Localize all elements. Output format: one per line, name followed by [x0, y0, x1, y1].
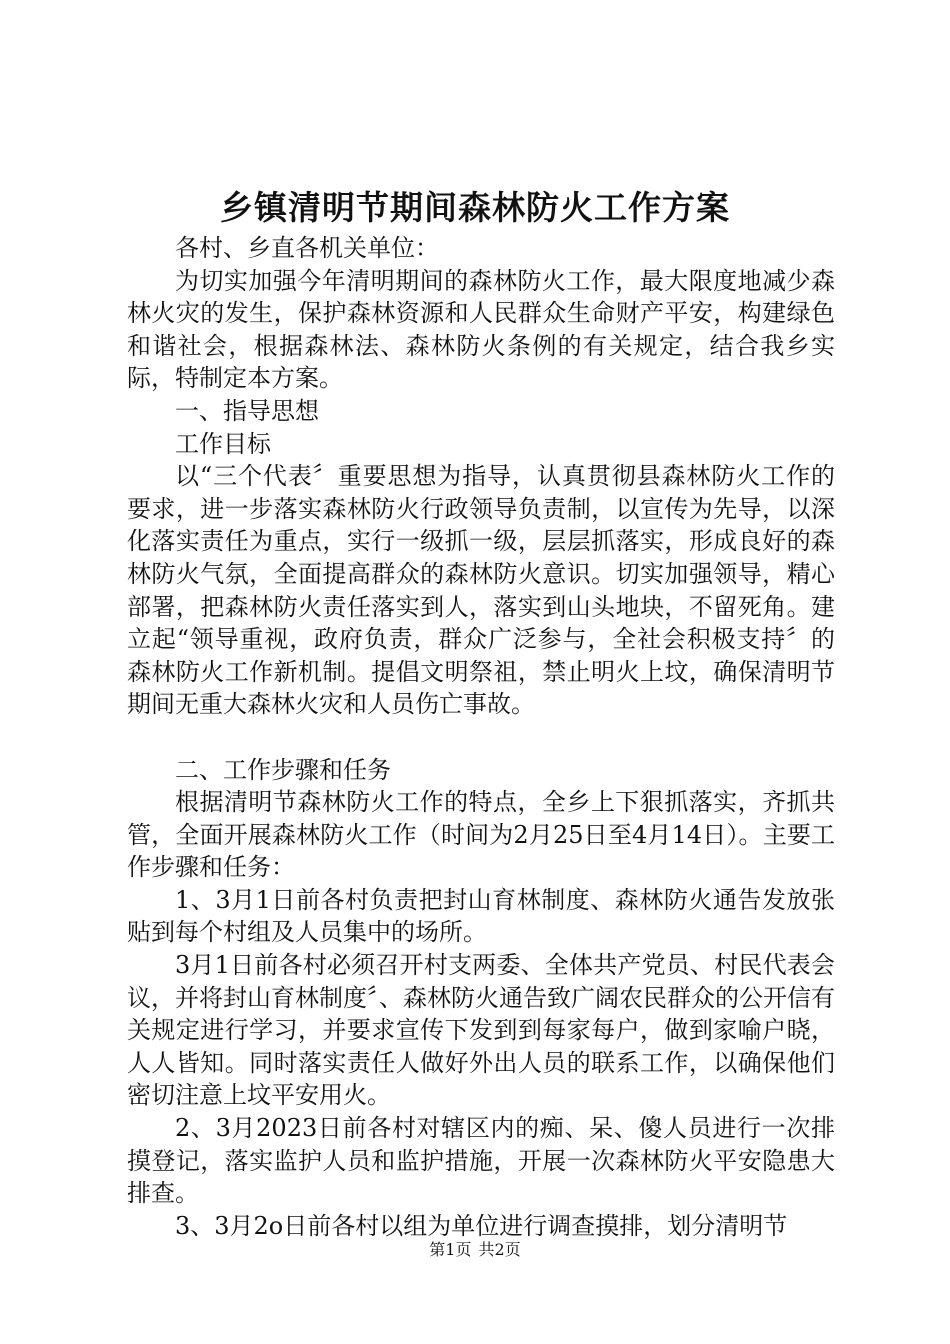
paragraph-spacer	[127, 721, 835, 754]
paragraph-step-2: 2、3月2023日前各村对辖区内的痴、呆、傻人员进行一次排摸登记，落实监护人员和监护措施，开展一次森林防火平安隐患大排查。	[127, 1114, 835, 1208]
section-heading-guiding-thought: 一、指导思想	[175, 396, 319, 425]
paragraph-step-1: 1、3月1日前各村负责把封山育林制度、森林防火通告发放张贴到每个村组及人员集中的场所。	[127, 885, 835, 947]
paragraph-step-1-detail: 3月1日前各村必须召开村支两委、全体共产党员、村民代表会议，并将封山育林制度〞、森林防火通告致广阔农民群众的公开信有关规定进行学习，并要求宣传下发到到每家每户，做到家喻户晓，人人皆知。同时落实责任人做好外出人员的联系工作，以确保他们密切注意上坟平安用火。	[127, 951, 835, 1110]
paragraph-goal-body: 以“三个代表〞重要思想为指导，认真贯彻县森林防火工作的要求，进一步落实森林防火行政领导负责制，以宣传为先导，以深化落实责任为重点，实行一级抓一级，层层抓落实，形成良好的森林防火气氛，全面提高群众的森林防火意识。切实加强领导，精心部署，把森林防火责任落实到人，落实到山头地块，不留死角。建立起“领导重视，政府负责，群众广泛参与，全社会积极支持〞的森林防火工作新机制。提倡文明祭祖，禁止明火上坟，确保清明节期间无重大森林火灾和人员伤亡事故。	[127, 462, 835, 719]
section-heading-steps: 二、工作步骤和任务	[175, 755, 391, 784]
paragraph-step-3: 3、3月2o日前各村以组为单位进行调查摸排，划分清明节	[175, 1211, 788, 1240]
paragraph-salutation: 各村、乡直各机关单位：	[175, 234, 439, 262]
paragraph-steps-intro: 根据清明节森林防火工作的特点，全乡上下狠抓落实，齐抓共管，全面开展森林防火工作（时间为2月25日至4月14日）。主要工作步骤和任务：	[127, 788, 835, 882]
page-footer: 第1页 共2页	[429, 1240, 521, 1259]
document-body	[127, 232, 835, 1242]
document-title: 乡镇清明节期间森林防火工作方案	[220, 188, 730, 227]
paragraph-intro: 为切实加强今年清明期间的森林防火工作，最大限度地减少森林火灾的发生，保护森林资源和人民群众生命财产平安，构建绿色和谐社会，根据森林法、森林防火条例的有关规定，结合我乡实际，特制定本方案。	[127, 266, 835, 393]
subheading-work-goal: 工作目标	[175, 429, 271, 458]
